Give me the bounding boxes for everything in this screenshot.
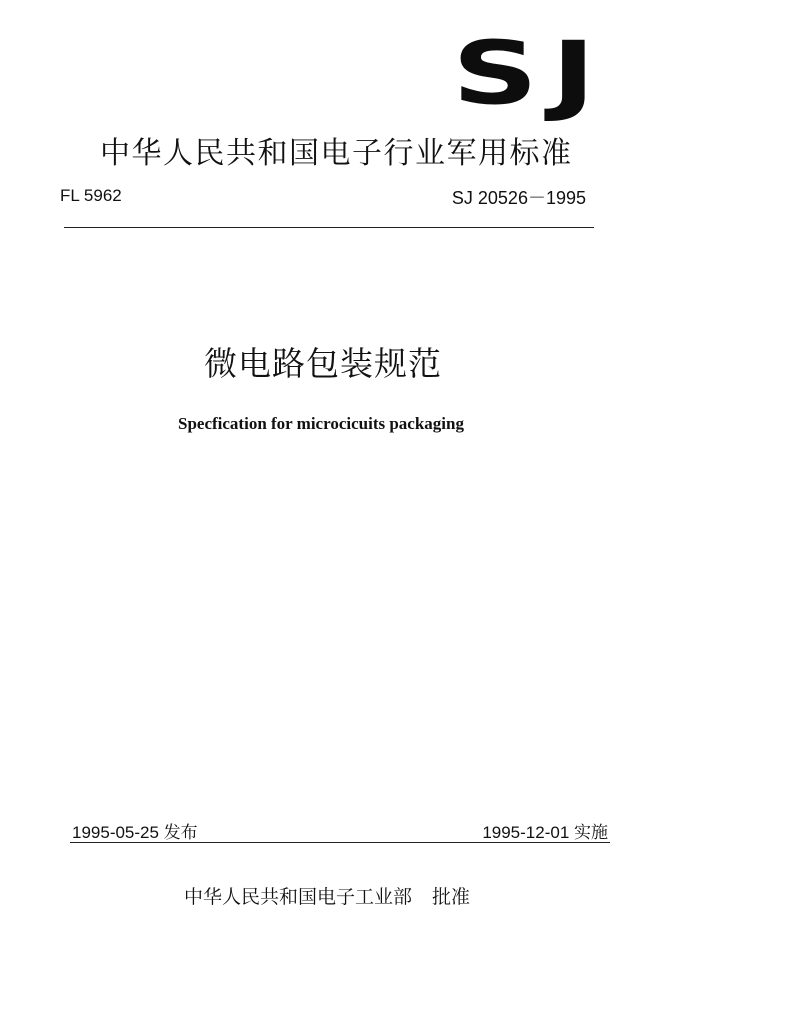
sj-logo: SJ <box>452 22 609 125</box>
approval-body: 中华人民共和国电子工业部 <box>184 886 413 908</box>
document-title-en: Specfication for microcicuits packaging <box>178 414 464 433</box>
classification-code: FL 5962 <box>60 186 122 205</box>
approval-line <box>184 882 470 909</box>
approval-action: 批准 <box>432 886 471 908</box>
effective-date: 1995-12-01 实施 <box>482 823 608 842</box>
organization-title: 中华人民共和国电子行业军用标准 <box>100 136 573 171</box>
header-divider <box>64 227 594 228</box>
document-title-cn: 微电路包装规范 <box>204 344 442 383</box>
footer-divider <box>70 842 610 843</box>
issue-date: 1995-05-25 发布 <box>72 823 198 842</box>
standard-number: SJ 20526－1995 <box>451 188 586 208</box>
